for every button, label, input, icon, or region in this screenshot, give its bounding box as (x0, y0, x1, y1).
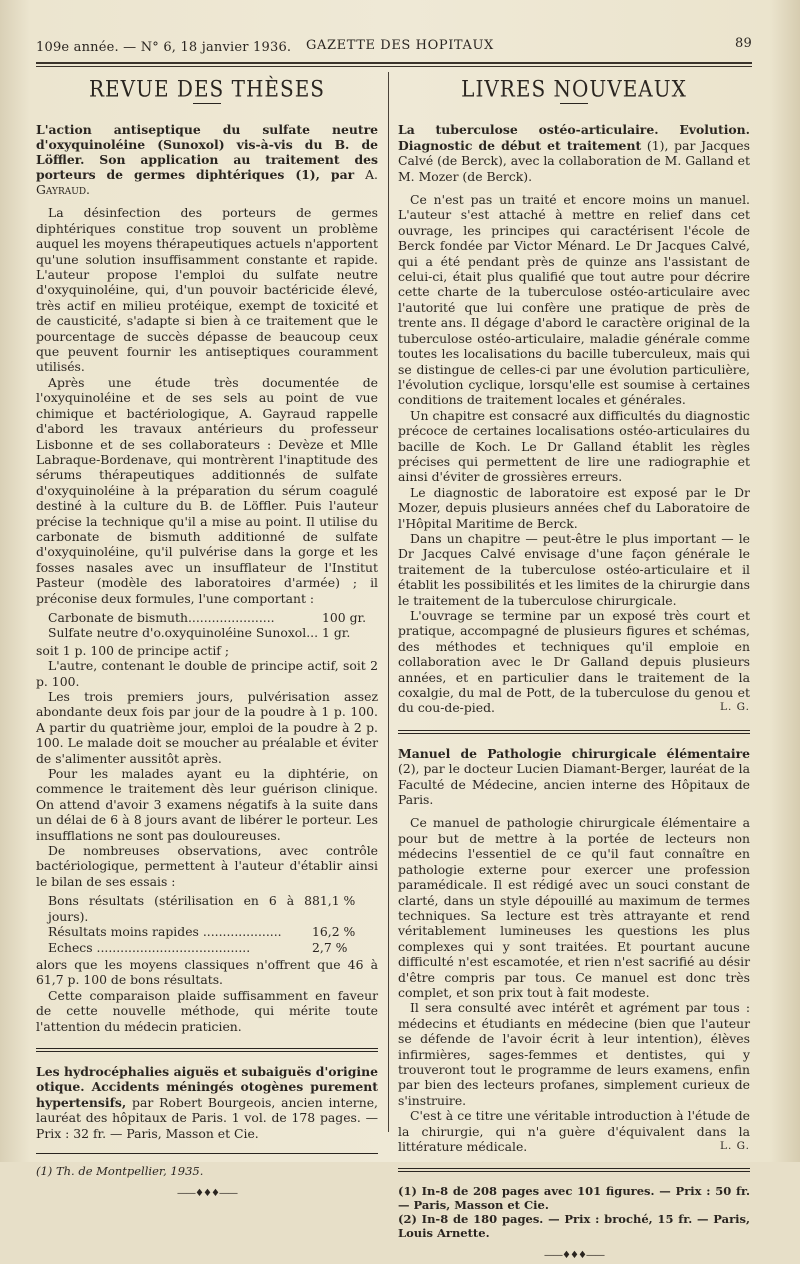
article1-paragraph: L'autre, contenant le double de principe actif, soit 2 p. 100. (36, 658, 378, 689)
book2-signature: L. G. (720, 1140, 750, 1152)
book1-paragraph: Un chapitre est consacré aux difficultés du diagnostic précoce de certaines localisations ostéo-articulaires du bacille de Koch. Le Dr Galland établit les règles précises qui permettent de lire une radiographie et ainsi d'éviter de grossières erreurs. (398, 407, 750, 485)
results-table (48, 893, 378, 955)
book1-signature: L. G. (720, 701, 750, 714)
page-number: 89 (735, 36, 752, 51)
article1-title-text: L'action antiseptique du sulfate neutre d'oxyquinoléine (Sunoxol) vis-à-vis du B. de Löffler. Son application au traitement des porteurs de germes diphtériques (1), par (36, 122, 378, 183)
article1-paragraph: alors que les moyens classiques n'offrent que 46 à 61,7 p. 100 de bons résultats. (36, 956, 378, 988)
results-row (48, 924, 378, 939)
book2-meta: (2), par le docteur Lucien Diamant-Berger, lauréat de la Faculté de Médecine, ancien interne des Hôpitaux de Paris. (398, 761, 750, 808)
article1-paragraph: Après une étude très documentée de l'oxyquinoléine et de ses sels au point de vue chimique et bactériologique, A. Gayraud rappelle d'abord les travaux antérieurs du professeur Lisbonne et de ses collaborateurs : Devèze et Mlle Labraque-Bordenave, qui montrèrent l'inaptitude des sérums thérapeutiques additionnés de sulfate d'oxyquinoléine à la préparation du sérum coagulé destiné à la culture du B. de Löffler. Puis l'auteur précise la technique qu'il a mise au point. Il utilise du carbonate de bismuth additionné de sulfate d'oxyquinoléine, qu'il pulvérise dans la gorge et les fosses nasales avec un insufflateur de l'Institut Pasteur (modèle des laboratoires d'armée) ; il préconise deux formules, l'une comportant : (36, 374, 378, 606)
result-value: 2,7 % (312, 939, 348, 955)
footnote: (2) In-8 de 180 pages. — Prix : broché, 15 fr. — Paris, Louis Arnette. (398, 1212, 750, 1241)
section-rule (193, 103, 221, 104)
column-divider (388, 72, 389, 1132)
article1-paragraph: Cette comparaison plaide suffisamment en faveur de cette nouvelle méthode, qui mérite toute l'attention du médecin praticien. (36, 987, 378, 1034)
result-label: Echecs ....................................... (48, 939, 251, 955)
book1-paragraph: Ce n'est pas un traité et encore moins un manuel. L'auteur s'est attaché à mettre en relief dans cet ouvrage, les principes qui caractérisent l'école de Berck fondée par Victor Ménard. Le Dr Jacques Calvé, qui a été pendant près de quinze ans l'assistant de celui-ci, était plus qualifié que tout autre pour décrire cette charte de la tuberculose ostéo-articulaire avec l'autorité que lui confère une pratique de près de trente ans. Il dégage d'abord le caractère original de la tuberculose ostéo-articulaire, maladie générale comme toutes les localisations du bacille tuberculeux, mais qui se distingue de celles-ci par une évolution particulière, l'évolution cyclique, lorsqu'elle est soumise à certaines conditions de traitement locales et générales. (398, 192, 750, 408)
results-row (48, 893, 378, 924)
issue-info: 109e année. — N° 6, 18 janvier 1936. (36, 40, 292, 55)
header-rule (36, 62, 752, 64)
footnote (36, 1164, 378, 1178)
book1-heading (398, 122, 750, 184)
result-label: Résultats moins rapides .................... (48, 924, 282, 940)
recipe-ingredient: Carbonate de bismuth...................... (48, 609, 275, 625)
recipe-ingredient: Sulfate neutre d'o.oxyquinoléine Sunoxol... (48, 625, 319, 641)
left-column (36, 72, 378, 1201)
section-rule (560, 103, 588, 104)
header-rule-thin (36, 66, 752, 67)
section-title-theses: REVUE DES THÈSES (89, 75, 325, 103)
article1-paragraph: La désinfection des porteurs de germes diphtériques constitue trop souvent un problème auquel les moyens thérapeutiques actuels n'apportent qu'une solution insuffisamment constante et rapide. L'auteur propose l'emploi du sulfate neutre d'oxyquinoléine, qui, d'un pouvoir bactéricide élevé, très actif en milieu protéique, exempt de toxicité et de causticité, s'adapte si bien à ce traitement que le pourcentage de succès dépasse de beaucoup ceux que peuvent fournir les antiseptiques couramment utilisés. (36, 205, 378, 375)
footnote-rule (36, 1153, 378, 1154)
recipe-amount: 1 gr. (322, 625, 351, 641)
recipe-row (48, 610, 378, 625)
recipe-list (48, 610, 378, 641)
article-separator (36, 1048, 378, 1052)
recipe-row (48, 625, 378, 640)
ornament-divider: ——♦♦♦—— (177, 1187, 237, 1199)
article1-paragraph: Pour les malades ayant eu la diphtérie, on commence le traitement dès leur guérison clinique. On attend d'avoir 3 examens négatifs à la suite dans un délai de 6 à 8 jours avant de libérer le porteur. Les insufflations ne sont pas douloureuses. (36, 766, 378, 843)
right-column (398, 72, 750, 1264)
article1-paragraph: soit 1 p. 100 de principe actif ; (36, 642, 229, 658)
results-row (48, 940, 378, 955)
book1-title: La tuberculose ostéo-articulaire. Evolution. Diagnostic de début et traitement (398, 122, 750, 153)
article1-title (36, 122, 378, 197)
section-title-livres: LIVRES NOUVEAUX (461, 75, 687, 103)
book2-paragraph-text: C'est à ce titre une véritable introduction à l'étude de la chirurgie, qui n'a guère d'équivalent dans la littérature médicale. (398, 1108, 750, 1154)
review-separator (398, 730, 750, 734)
article1-paragraph: Les trois premiers jours, pulvérisation assez abondante deux fois par jour de la poudre à 1 p. 100. A partir du quatrième jour, emploi de la poudre à 2 p. 100. Le malade doit se moucher au préalable et éviter de s'alimenter aussitôt après. (36, 689, 378, 766)
book2-paragraph: Il sera consulté avec intérêt et agrément par tous : médecins et étudiants en médecine (bien que l'auteur se défende de l'avoir écrit à leur intention), élèves infirmières, sages-femmes et dentistes, qui y trouveront tout le programme de leurs examens, enfin par bien des lecteurs profanes, simplement curieux de s'instruire. (398, 1000, 750, 1108)
ornament-divider: ——♦♦♦—— (544, 1250, 604, 1262)
article1-author: A. Gayraud. (36, 167, 378, 198)
running-header (36, 36, 752, 56)
footnote: (1) In-8 de 208 pages avec 101 figures. — Prix : 50 fr. — Paris, Masson et Cie. (398, 1184, 750, 1213)
article1-paragraph: De nombreuses observations, avec contrôle bactériologique, permettent à l'auteur d'établir ainsi le bilan de ses essais : (36, 843, 378, 889)
book2-paragraph: Ce manuel de pathologie chirurgicale élémentaire a pour but de mettre à la portée de lecteurs non médecins l'essentiel de ce qu'il faut connaître en pathologie externe pour exercer une profession paramédicale. Il est rédigé avec un souci constant de clarté, dans un style dépouillé au maximum de termes techniques. Sa lecture est très attrayante et rend véritablement lumineuses les questions les plus complexes qui y sont traitées. Et pourtant aucune difficulté n'est escamotée, et rien n'est sacrifié au désir d'être compris par tous. Ce manuel est donc très complet, et son prix tout à fait modeste. (398, 815, 750, 1000)
journal-name: GAZETTE DES HOPITAUX (306, 38, 494, 53)
recipe-amount: 100 gr. (322, 609, 367, 625)
book1-paragraph: Dans un chapitre — peut-être le plus important — le Dr Jacques Calvé envisage d'une façon générale le traitement de la tuberculose ostéo-articulaire et il établit les possibilités et les limites de la chirurgie dans le traitement de la tuberculose chirurgicale. (398, 530, 750, 608)
book2-paragraph (398, 1108, 750, 1154)
article2 (36, 1064, 378, 1141)
article2-body: par Robert Bourgeois, ancien interne, lauréat des hôpitaux de Paris. 1 vol. de 178 pages. — Prix : 32 fr. — Paris, Masson et Cie. (36, 1094, 378, 1141)
book1-paragraph: Le diagnostic de laboratoire est exposé par le Dr Mozer, depuis plusieurs années chef du Laboratoire de l'Hôpital Maritime de Berck. (398, 484, 750, 531)
article2-title: Les hydrocéphalies aiguës et subaiguës d'origine otique. Accidents méningés otogènes purement hypertensifs, (36, 1063, 378, 1110)
book2-heading (398, 746, 750, 808)
result-label: Bons résultats (stérilisation en 6 à 8 jours). (48, 893, 312, 924)
book1-meta: (1), par Jacques Calvé (de Berck), avec la collaboration de M. Galland et M. Mozer (de Berck). (398, 137, 750, 184)
book1-paragraph (398, 608, 750, 716)
book1-paragraph-text: L'ouvrage se termine par un exposé très court et pratique, accompagné de plusieurs figures et schémas, des méthodes et techniques qu'il emploie en collaboration avec le Dr Galland depuis plusieurs années, et en particulier dans le traitement de la coxalgie, du mal de Pott, de la tuberculose du genou et du cou-de-pied. (398, 608, 750, 716)
result-value: 16,2 % (312, 924, 356, 940)
result-value: 81,1 % (312, 893, 356, 909)
footnote-text: (1) Th. de Montpellier, 1935. (36, 1163, 204, 1178)
footnote-rule (398, 1168, 750, 1172)
book2-title: Manuel de Pathologie chirurgicale élémentaire (398, 745, 750, 761)
